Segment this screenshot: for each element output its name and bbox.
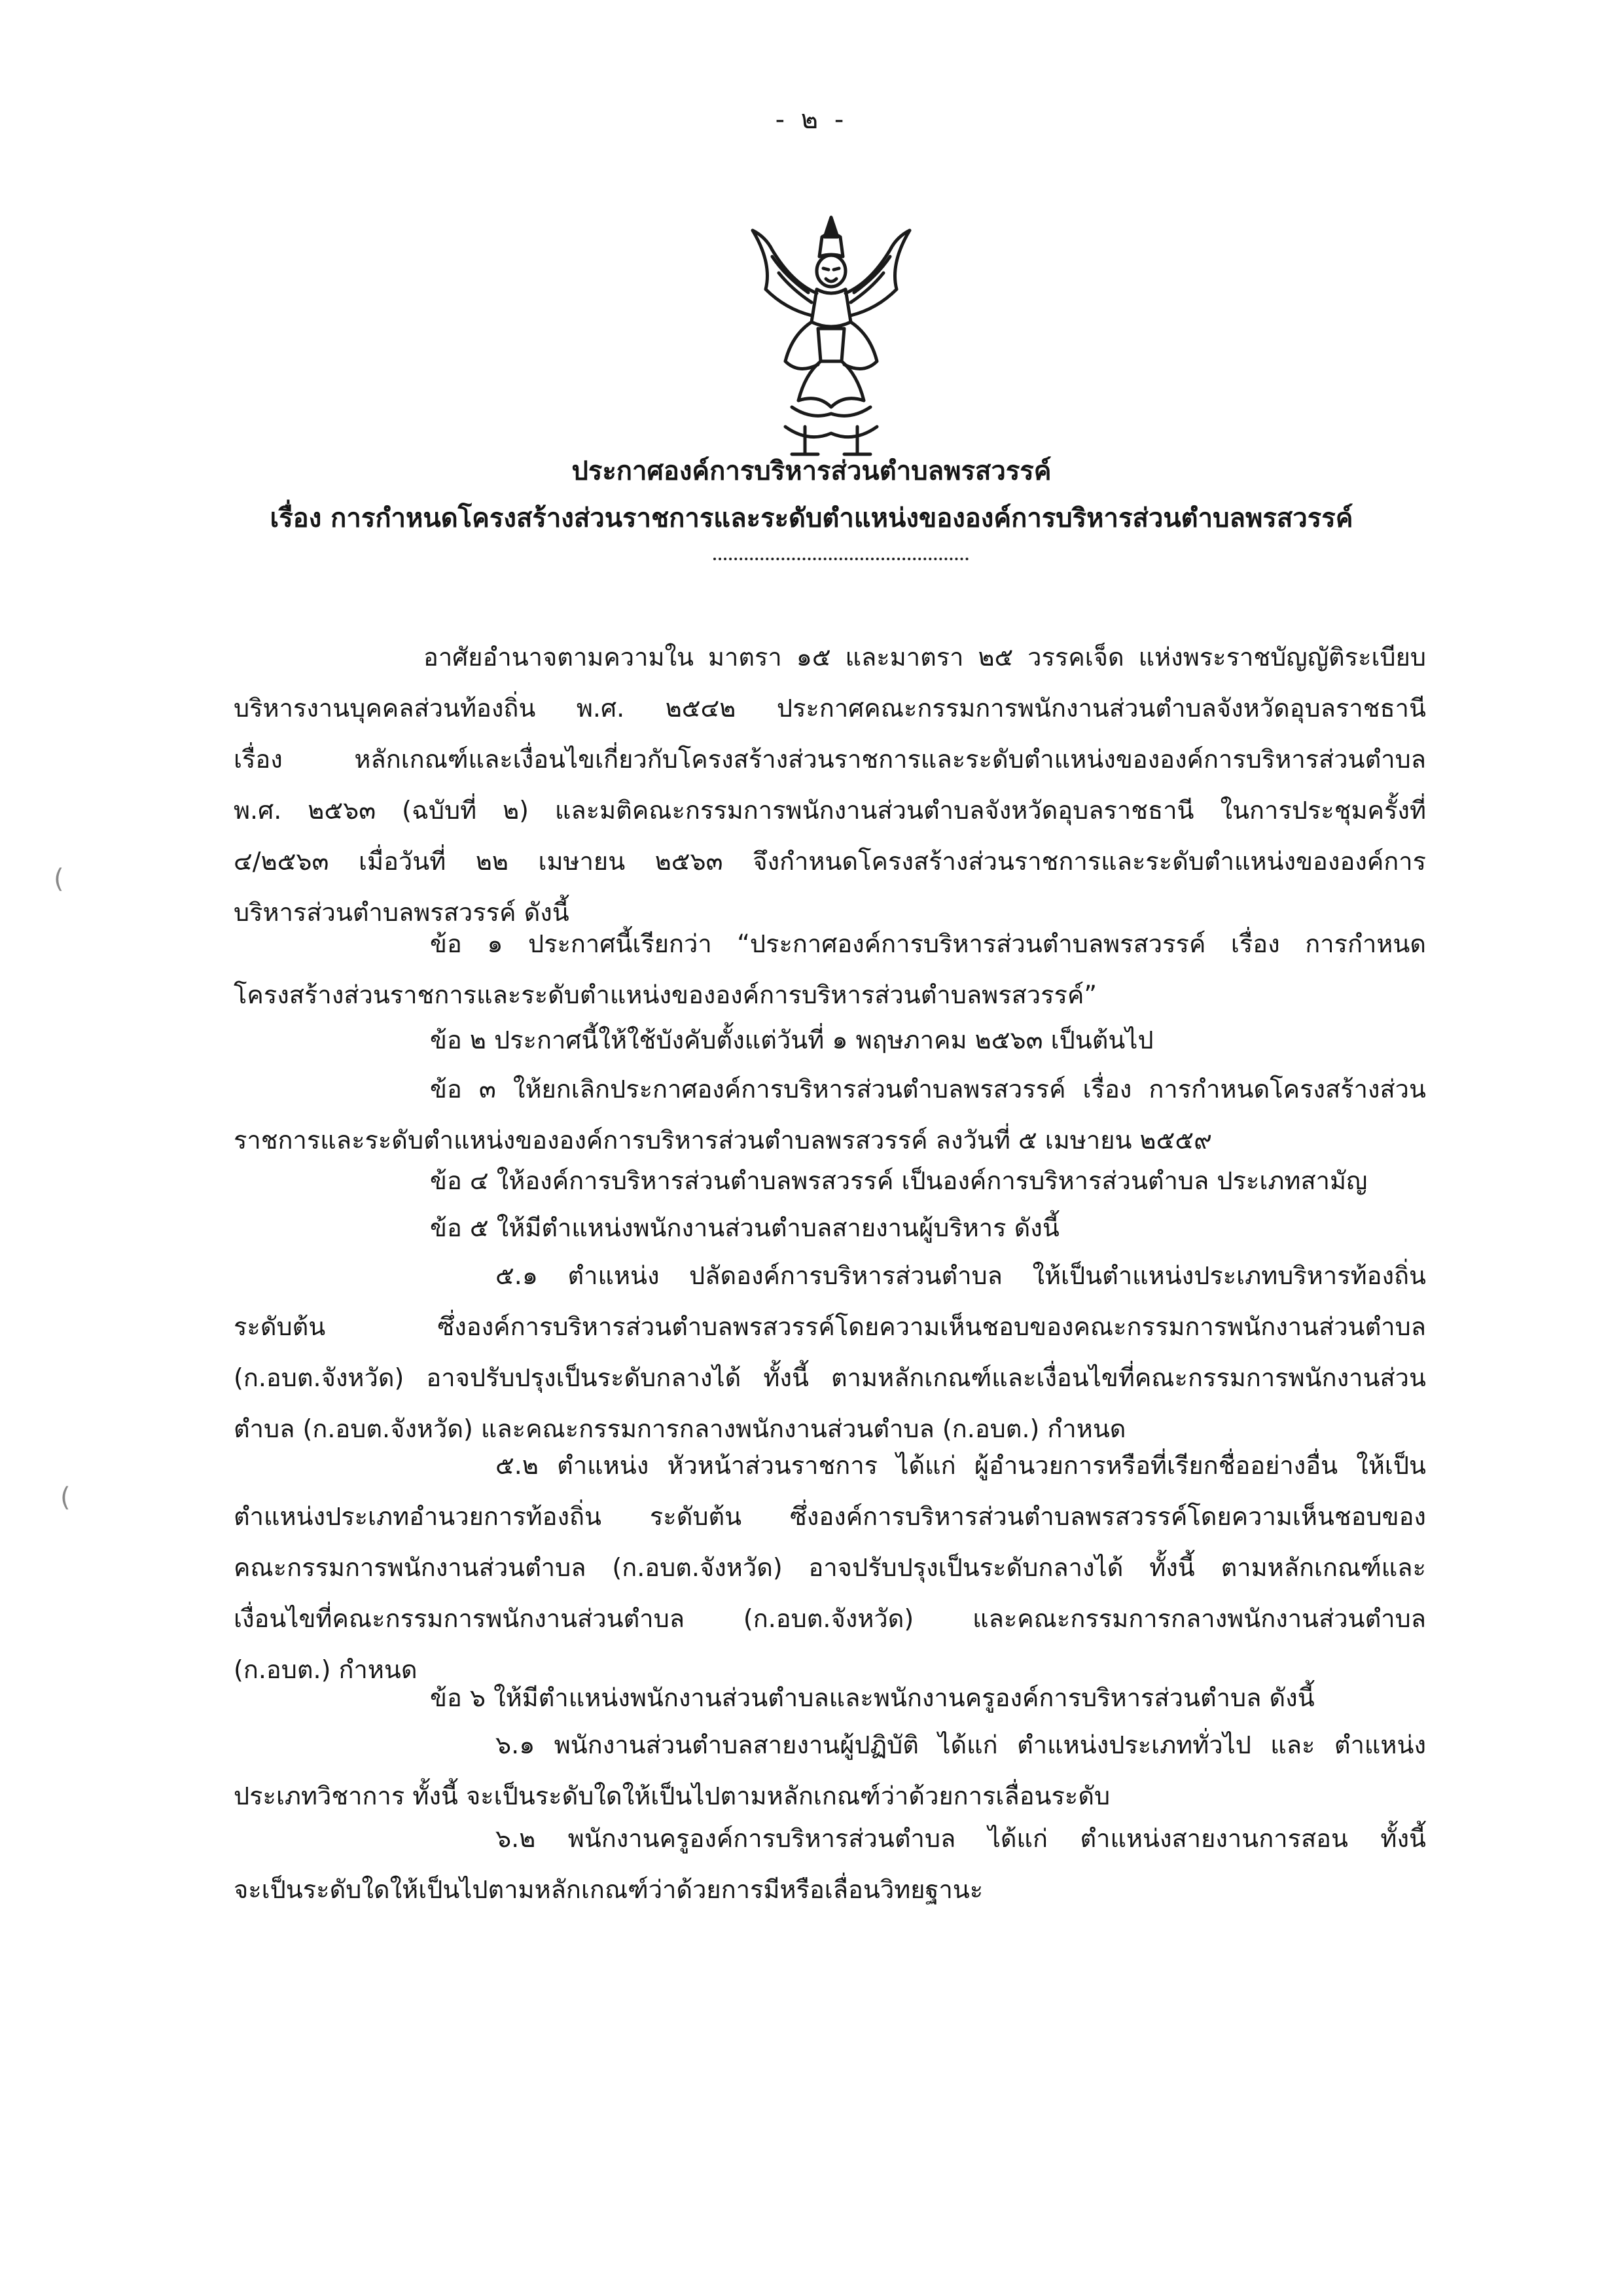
preamble-line: พ.ศ. ๒๕๖๓ (ฉบับที่ ๒) และมติคณะกรรมการพนักงานส่วนตำบลจังหวัดอุบลราชธานี ในการประชุมครั้งที่: [234, 796, 1426, 825]
punch-hole-mark: (: [60, 1482, 71, 1513]
clause-line: ตำบล (ก.อบต.จังหวัด) และคณะกรรมการกลางพนักงานส่วนตำบล (ก.อบต.) กำหนด: [234, 1414, 1126, 1443]
announcement-title: ประกาศองค์การบริหารส่วนตำบลพรสวรรค์: [571, 456, 1052, 486]
clause-line: (ก.อบต.จังหวัด) อาจปรับปรุงเป็นระดับกลางได้ ทั้งนี้ ตามหลักเกณฑ์และเงื่อนไขที่คณะกรรมการพนักงานส่วน: [234, 1363, 1426, 1392]
clause-6-1: [234, 1719, 1426, 1821]
clause-line: (ก.อบต.) กำหนด: [234, 1655, 418, 1684]
punch-hole-mark: (: [54, 864, 64, 894]
clause-line: ข้อ ๖ ให้มีตำแหน่งพนักงานส่วนตำบลและพนักงานครูองค์การบริหารส่วนตำบล ดังนี้: [430, 1683, 1315, 1712]
preamble-line: เรื่อง หลักเกณฑ์และเงื่อนไขเกี่ยวกับโครงสร้างส่วนราชการและระดับตำแหน่งขององค์การบริหารส่วนตำบล: [234, 745, 1426, 774]
preamble-line: ๔/๒๕๖๓ เมื่อวันที่ ๒๒ เมษายน ๒๕๖๓ จึงกำหนดโครงสร้างส่วนราชการและระดับตำแหน่งขององค์การ: [234, 847, 1426, 876]
clause-2: [234, 1014, 1426, 1066]
clause-line: ประเภทวิชาการ ทั้งนี้ จะเป็นระดับใดให้เป็นไปตามหลักเกณฑ์ว่าด้วยการเลื่อนระดับ: [234, 1782, 1111, 1810]
clause-5-1: [234, 1250, 1426, 1454]
clause-line: ราชการและระดับตำแหน่งขององค์การบริหารส่วนตำบลพรสวรรค์ ลงวันที่ ๕ เมษายน ๒๕๕๙: [234, 1126, 1212, 1155]
clause-line: ๖.๒ พนักงานครูองค์การบริหารส่วนตำบล ได้แก่ ตำแหน่งสายงานการสอน ทั้งนี้: [495, 1824, 1426, 1853]
clause-line: โครงสร้างส่วนราชการและระดับตำแหน่งขององค์การบริหารส่วนตำบลพรสวรรค์”: [234, 980, 1097, 1009]
preamble: [234, 632, 1426, 938]
garuda-emblem-icon: [746, 211, 916, 459]
clause-line: ข้อ ๒ ประกาศนี้ให้ใช้บังคับตั้งแต่วันที่ ๑ พฤษภาคม ๒๕๖๓ เป็นต้นไป: [430, 1026, 1154, 1054]
clause-line: คณะกรรมการพนักงานส่วนตำบล (ก.อบต.จังหวัด) อาจปรับปรุงเป็นระดับกลางได้ ทั้งนี้ ตามหลักเกณฑ์และ: [234, 1553, 1426, 1582]
clause-line: จะเป็นระดับใดให้เป็นไปตามหลักเกณฑ์ว่าด้วยการมีหรือเลื่อนวิทยฐานะ: [234, 1875, 984, 1904]
clause-line: ระดับต้น ซึ่งองค์การบริหารส่วนตำบลพรสวรรค์โดยความเห็นชอบของคณะกรรมการพนักงานส่วนตำบล: [234, 1312, 1426, 1341]
clause-5: [234, 1202, 1426, 1253]
clause-1: [234, 918, 1426, 1020]
clause-6: [234, 1672, 1426, 1723]
clause-line: ๖.๑ พนักงานส่วนตำบลสายงานผู้ปฏิบัติ ได้แก่ ตำแหน่งประเภททั่วไป และ ตำแหน่ง: [495, 1731, 1426, 1759]
clause-line: ตำแหน่งประเภทอำนวยการท้องถิ่น ระดับต้น ซึ่งองค์การบริหารส่วนตำบลพรสวรรค์โดยความเห็นชอบของ: [234, 1502, 1426, 1531]
clause-line: ข้อ ๑ ประกาศนี้เรียกว่า “ประกาศองค์การบริหารส่วนตำบลพรสวรรค์ เรื่อง การกำหนด: [430, 929, 1426, 958]
clause-3: [234, 1064, 1426, 1166]
clause-line: ข้อ ๕ ให้มีตำแหน่งพนักงานส่วนตำบลสายงานผู้บริหาร ดังนี้: [430, 1213, 1060, 1242]
page-number: - ๒ -: [775, 105, 848, 135]
preamble-line: บริหารงานบุคคลส่วนท้องถิ่น พ.ศ. ๒๕๔๒ ประกาศคณะกรรมการพนักงานส่วนตำบลจังหวัดอุบลราชธานี: [234, 694, 1426, 723]
announcement-subject: เรื่อง การกำหนดโครงสร้างส่วนราชการและระดับตำแหน่งขององค์การบริหารส่วนตำบลพรสวรรค์: [270, 503, 1353, 533]
clause-6-2: [234, 1813, 1426, 1915]
preamble-line: บริหารส่วนตำบลพรสวรรค์ ดังนี้: [234, 898, 569, 927]
clause-4: [234, 1155, 1426, 1206]
clause-line: เงื่อนไขที่คณะกรรมการพนักงานส่วนตำบล (ก.อบต.จังหวัด) และคณะกรรมการกลางพนักงานส่วนตำบล: [234, 1604, 1426, 1633]
clause-line: ข้อ ๓ ให้ยกเลิกประกาศองค์การบริหารส่วนตำบลพรสวรรค์ เรื่อง การกำหนดโครงสร้างส่วน: [430, 1075, 1426, 1103]
clause-line: ข้อ ๔ ให้องค์การบริหารส่วนตำบลพรสวรรค์ เป็นองค์การบริหารส่วนตำบล ประเภทสามัญ: [430, 1166, 1368, 1195]
preamble-line: อาศัยอำนาจตามความใน มาตรา ๑๕ และมาตรา ๒๕ วรรคเจ็ด แห่งพระราชบัญญัติระเบียบ: [423, 643, 1426, 672]
clause-line: ๕.๑ ตำแหน่ง ปลัดองค์การบริหารส่วนตำบล ให้เป็นตำแหน่งประเภทบริหารท้องถิ่น: [495, 1261, 1426, 1290]
clause-5-2: [234, 1440, 1426, 1695]
title-dotted-rule: [713, 558, 969, 560]
clause-line: ๕.๒ ตำแหน่ง หัวหน้าส่วนราชการ ได้แก่ ผู้อำนวยการหรือที่เรียกชื่ออย่างอื่น ให้เป็น: [495, 1451, 1426, 1480]
